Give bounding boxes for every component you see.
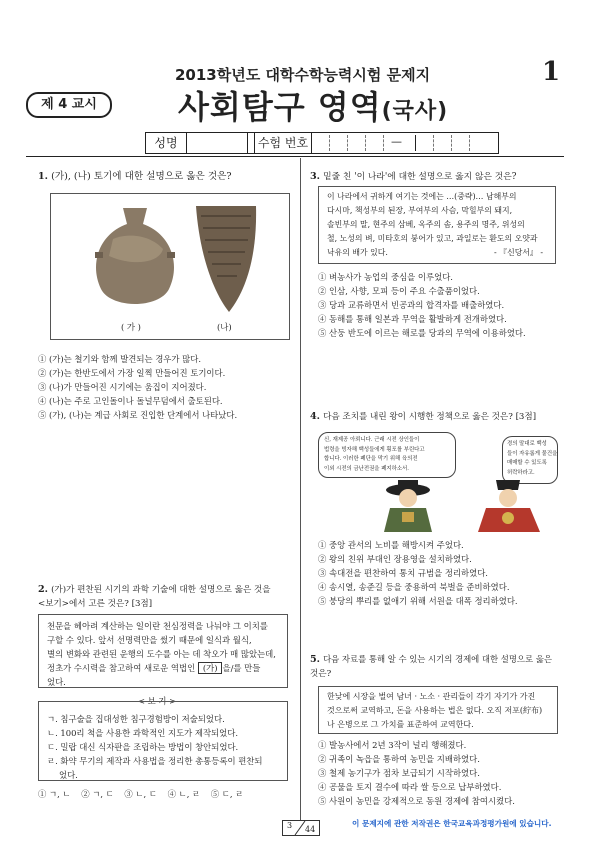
q5-stem bbox=[310, 652, 565, 681]
q2-text-1: (가)가 편찬된 시기의 과학 기술에 대한 설명으로 옳은 것을 bbox=[51, 585, 271, 595]
exam-no-cell-sep bbox=[347, 135, 348, 151]
q2-bogi-box bbox=[38, 701, 288, 781]
q3-option-2[interactable]: ② 인삼, 사향, 모피 등이 주요 수출품이었다. bbox=[318, 286, 480, 296]
pottery-images bbox=[51, 194, 289, 339]
name-field[interactable] bbox=[187, 133, 248, 153]
q1-stem bbox=[38, 170, 293, 184]
q4-option-4[interactable]: ④ 송시열, 송준길 등을 중용하여 북벌을 준비하였다. bbox=[318, 582, 510, 592]
q5-options bbox=[318, 738, 568, 808]
q2-passage-line: 구할 수 있다. 앞서 선명력만을 썼기 때문에 일식과 월식, bbox=[47, 635, 252, 645]
exam-title: 2013학년도 대학수학능력시험 문제지 bbox=[175, 66, 431, 84]
caption-b: (나) bbox=[217, 322, 232, 332]
copyright-notice: 이 문제지에 관한 저작권은 한국교육과정평가원에 있습니다. bbox=[352, 819, 552, 828]
q2-passage-line: 천문을 헤아려 계산하는 일이란 천심정력을 나눠야 그 이치를 bbox=[47, 621, 268, 631]
q3-passage-line: 철, 노성의 벼, 미타호의 붕어가 있고, 과일로는 환도의 오얏과 bbox=[327, 234, 538, 243]
q1-number: 1. bbox=[38, 171, 49, 182]
q2-passage-box bbox=[38, 614, 288, 688]
pottery-a bbox=[95, 208, 175, 304]
q5-passage-line: 한낮에 시장을 벌여 남녀 · 노소 · 관리들이 각기 자기가 가진 bbox=[327, 692, 536, 701]
q3-passage-line: 낙유의 배가 있다. - 『신당서』 - bbox=[327, 246, 551, 260]
q1-option-1[interactable]: ① (가)는 철기와 함께 발견되는 경우가 많다. bbox=[38, 354, 201, 364]
q2-passage-line: 정초가 수시력을 참고하여 새로운 역법인 (가) 을/를 만들 bbox=[47, 663, 261, 673]
q2-number: 2. bbox=[38, 584, 49, 595]
q3-options bbox=[318, 270, 568, 340]
q2-bogi-item: ㄹ. 화약 무기의 제작과 사용법을 정리한 총통등록이 편찬되 bbox=[47, 756, 263, 766]
q5-option-5[interactable]: ⑤ 사원이 농민을 강제적으로 동원 경제에 참여시켰다. bbox=[318, 796, 515, 806]
q3-passage-line: 다시마, 책성부의 된장, 부여부의 사슴, 막힐부의 돼지, bbox=[327, 206, 513, 215]
pottery-b bbox=[196, 206, 256, 312]
q2-bogi-item: 었다. bbox=[59, 770, 78, 780]
q2-passage-line: 별의 변화와 관련된 운행의 도수를 아는 데 착오가 매 많았는데, bbox=[47, 649, 276, 659]
exam-no-label: 수험 번호 bbox=[254, 133, 312, 153]
q5-passage-box bbox=[318, 686, 558, 734]
q1-options bbox=[38, 352, 296, 422]
q5-number: 5. bbox=[310, 654, 321, 665]
q2-stem bbox=[38, 583, 296, 611]
q4-option-3[interactable]: ③ 속대전을 편찬하여 통치 규범을 정리하였다. bbox=[318, 568, 488, 578]
q1-option-3[interactable]: ③ (나)가 만들어진 시기에는 움집이 지어졌다. bbox=[38, 382, 207, 392]
q4-option-5[interactable]: ⑤ 붕당의 뿌리를 없애기 위해 서원을 대폭 정리하였다. bbox=[318, 596, 518, 606]
q2-text-2: <보기>에서 고른 것은? [3점] bbox=[38, 599, 153, 609]
exam-no-cell-sep bbox=[433, 135, 434, 151]
q3-passage-line: 솔빈부의 말, 현주의 삼베, 옥주의 솜, 용주의 명주, 위성의 bbox=[327, 220, 525, 229]
session-badge: 제 4 교시 bbox=[26, 92, 112, 118]
q2-bogi-title: < 보 기 > bbox=[138, 696, 177, 706]
q2-bogi-item: ㄱ. 침구술을 집대성한 침구경험방이 저술되었다. bbox=[47, 714, 225, 724]
speech-bubble-official: 신, 재제공 아뢰니다. 근래 시전 상인들이 법령을 빙자해 백성들에게 횡포를 부린다고 합니다. 이러한 폐단을 막기 위해 육의전 이외 시전의 금난전권을 폐지하소서. bbox=[318, 432, 456, 478]
current-page: 3 bbox=[287, 821, 293, 830]
official-figure bbox=[384, 480, 432, 532]
total-pages: 44 bbox=[305, 825, 316, 834]
q3-passage-line: 이 나라에서 귀하게 여기는 것에는 …(중략)… 남해부의 bbox=[327, 192, 517, 201]
q3-option-3[interactable]: ③ 당과 교류하면서 빈공과의 합격자를 배출하였다. bbox=[318, 300, 505, 310]
q1-option-4[interactable]: ④ (나)는 주로 고인돌이나 돌널무덤에서 출토된다. bbox=[38, 396, 223, 406]
q1-image-box bbox=[50, 193, 290, 340]
q3-option-1[interactable]: ① 벼농사가 농업의 중심을 이루었다. bbox=[318, 272, 453, 282]
q3-number: 3. bbox=[310, 171, 321, 182]
caption-a: ( 가 ) bbox=[121, 322, 141, 332]
q5-option-1[interactable]: ① 발농사에서 2년 3작이 널리 행해졌다. bbox=[318, 740, 467, 750]
exam-no-cell-sep bbox=[383, 135, 384, 151]
exam-no-dash: — bbox=[391, 135, 402, 148]
q2-passage-line: 었다. bbox=[47, 677, 66, 687]
q4-text: 다음 조치를 내린 왕이 시행한 정책으로 옳은 것은? [3점] bbox=[323, 412, 537, 422]
exam-no-cell-sep bbox=[329, 135, 330, 151]
q3-option-4[interactable]: ④ 동해를 통해 일본과 무역을 활발하게 전개하였다. bbox=[318, 314, 507, 324]
q5-text-1: 다음 자료를 통해 알 수 있는 시기의 경제에 대한 설명으로 옳은 bbox=[323, 654, 552, 664]
subject-main: 사회탐구 영역 bbox=[178, 88, 382, 126]
name-label: 성명 bbox=[146, 133, 187, 153]
q3-source: - 『신당서』 - bbox=[494, 248, 543, 257]
q1-text: (가), (나) 토기에 대한 설명으로 옳은 것은? bbox=[51, 171, 232, 182]
subject-title bbox=[178, 82, 448, 128]
q4-options bbox=[318, 538, 568, 608]
page-counter bbox=[282, 820, 320, 836]
q1-option-5[interactable]: ⑤ (가), (나)는 계급 사회로 진입한 단계에서 나타났다. bbox=[38, 410, 238, 420]
q5-passage-line: 것으로써 교역하고, 돈을 사용하는 법은 없다. 오직 저포(紵布) bbox=[327, 706, 543, 715]
q4-option-2[interactable]: ② 왕의 친위 부대인 장용영을 설치하였다. bbox=[318, 554, 472, 564]
exam-no-cell-sep bbox=[415, 135, 416, 151]
exam-no-cell-sep bbox=[451, 135, 452, 151]
q5-option-3[interactable]: ③ 철제 농기구가 점차 보급되기 시작하였다. bbox=[318, 768, 480, 778]
exam-no-cell-sep bbox=[469, 135, 470, 151]
speech-bubble-king: 경의 말대로 백성 들이 자유롭게 물건을 매매할 수 있도록 허락하라고. bbox=[502, 436, 558, 484]
page-number: 1 bbox=[542, 57, 561, 87]
q3-passage-box bbox=[318, 186, 556, 264]
q4-stem bbox=[310, 410, 565, 424]
q5-passage-line: 나 은병으로 그 가치를 표준하여 교역한다. bbox=[327, 720, 474, 729]
q5-option-4[interactable]: ④ 공물을 토지 결수에 따라 쌀 등으로 납부하였다. bbox=[318, 782, 502, 792]
king-figure bbox=[478, 480, 540, 532]
official-and-king-figures bbox=[368, 476, 558, 532]
header-rule bbox=[26, 156, 564, 157]
q3-text: 밑줄 친 '이 나라'에 대한 설명으로 옳지 않은 것은? bbox=[323, 172, 517, 182]
q5-option-2[interactable]: ② 귀족이 녹읍을 통하여 농민을 지배하였다. bbox=[318, 754, 480, 764]
q2-options[interactable]: ① ㄱ, ㄴ ② ㄱ, ㄷ ③ ㄴ, ㄷ ④ ㄴ, ㄹ ⑤ ㄷ, ㄹ bbox=[38, 789, 244, 799]
q5-text-2: 것은? bbox=[310, 669, 332, 679]
column-divider bbox=[300, 158, 301, 820]
q2-bogi-item: ㄷ. 밀랍 대신 식자판을 조립하는 방법이 창안되었다. bbox=[47, 742, 239, 752]
exam-no-field[interactable] bbox=[311, 133, 497, 153]
name-exam-row bbox=[145, 132, 499, 154]
subject-sub: (국사) bbox=[381, 99, 449, 124]
q1-option-2[interactable]: ② (가)는 한반도에서 가장 일찍 만들어진 토기이다. bbox=[38, 368, 226, 378]
q3-stem bbox=[310, 170, 565, 184]
q2-bogi-item: ㄴ. 100리 척을 사용한 과학적인 지도가 제작되었다. bbox=[47, 728, 238, 738]
q4-illustration bbox=[318, 432, 558, 532]
q3-option-5[interactable]: ⑤ 산둥 반도에 이르는 해로를 당과의 무역에 이용하였다. bbox=[318, 328, 526, 338]
q2-passage-blank: (가) bbox=[198, 662, 223, 674]
q4-option-1[interactable]: ① 중앙 관서의 노비를 해방시켜 주었다. bbox=[318, 540, 464, 550]
exam-no-cell-sep bbox=[365, 135, 366, 151]
q4-number: 4. bbox=[310, 411, 321, 422]
